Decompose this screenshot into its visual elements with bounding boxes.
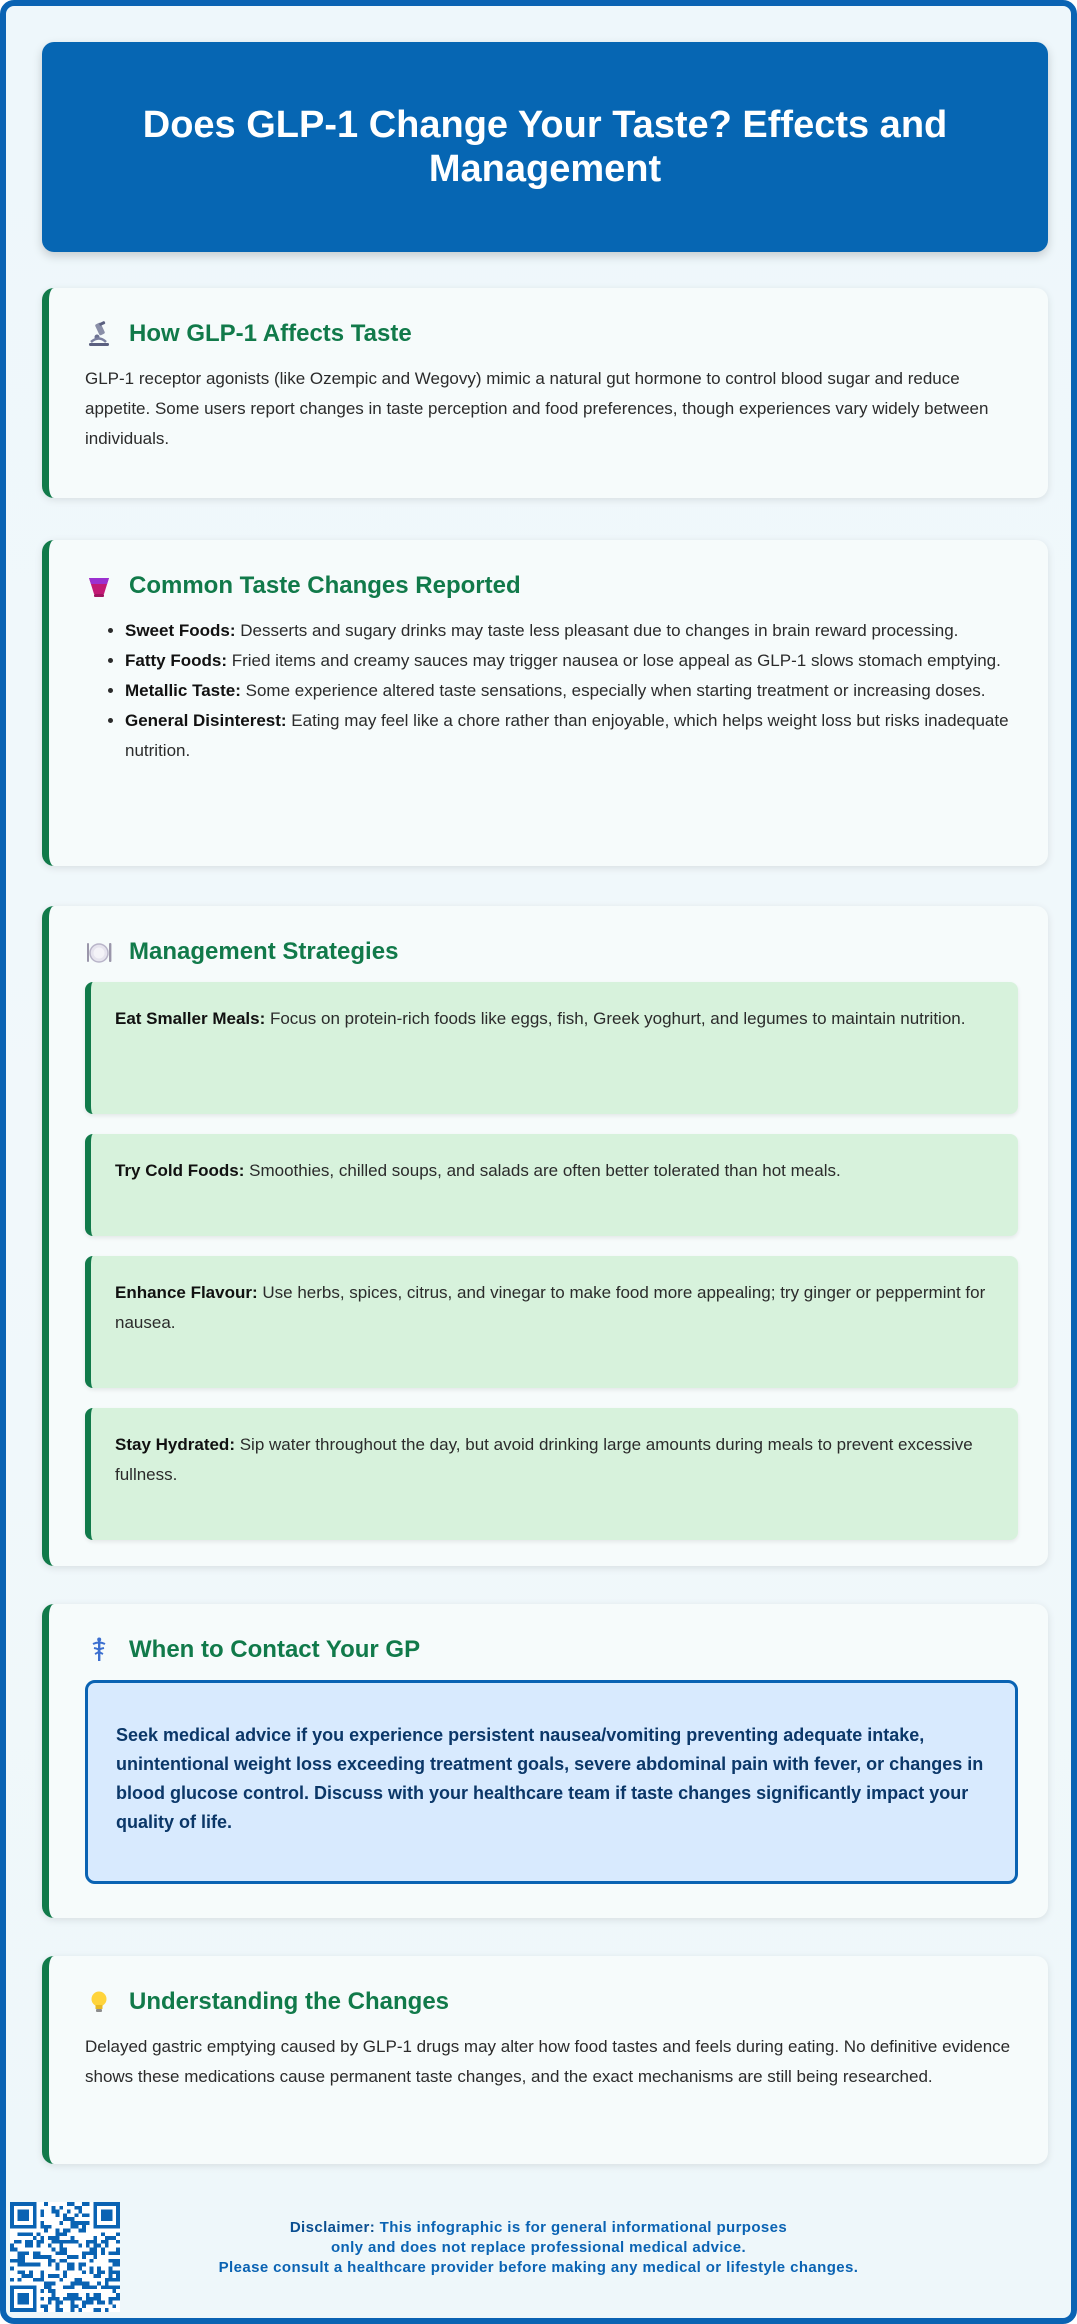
plate-cutlery-icon	[85, 938, 113, 966]
list-item-text: Fried items and creamy sauces may trigger nausea or lose appeal as GLP-1 slows stomach emptying.	[227, 651, 1001, 670]
strategy-text: Focus on protein-rich foods like eggs, fish, Greek yoghurt, and legumes to maintain nutrition.	[265, 1009, 966, 1028]
list-item	[125, 646, 1018, 676]
section-header	[85, 1632, 1018, 1668]
disclaimer-line	[140, 2218, 937, 2238]
disclaimer-text: This infographic is for general informational purposes	[375, 2219, 788, 2236]
medical-advice-alert: Seek medical advice if you experience persistent nausea/vomiting preventing adequate intake, unintentional weight loss exceeding treatment goals, severe abdominal pain with fever, or changes in blood glucose control. Discuss with your healthcare team if taste changes significantly impact your quality of life.	[85, 1680, 1018, 1884]
strategy-text: Use herbs, spices, citrus, and vinegar to make food more appealing; try ginger or peppermint for nausea.	[115, 1283, 986, 1332]
caduceus-icon	[85, 1636, 113, 1664]
section-body: GLP-1 receptor agonists (like Ozempic and Wegovy) mimic a natural gut hormone to control blood sugar and reduce appetite. Some users report changes in taste perception and food preferences, though experiences vary widely between individuals.	[85, 369, 989, 448]
microscope-icon	[85, 320, 113, 348]
list-item-text: Desserts and sugary drinks may taste less pleasant due to changes in brain reward processing.	[235, 621, 959, 640]
section-title: Understanding the Changes	[129, 1988, 450, 2015]
section-title: When to Contact Your GP	[129, 1636, 421, 1663]
list-item-label: General Disinterest:	[125, 711, 287, 730]
section-header	[85, 1984, 1018, 2020]
section-title: Management Strategies	[129, 938, 399, 965]
strategy-label: Try Cold Foods:	[115, 1161, 245, 1180]
strategy-card	[85, 1134, 1018, 1236]
section-header	[85, 568, 1018, 604]
strategy-text: Sip water throughout the day, but avoid drinking large amounts during meals to prevent excessive fullness.	[115, 1435, 973, 1484]
list-item	[125, 706, 1018, 766]
section-understanding-the-changes	[42, 1956, 1048, 2164]
disclaimer-label: Disclaimer:	[289, 2219, 376, 2236]
list-item-label: Fatty Foods:	[125, 651, 227, 670]
qr-code[interactable]	[10, 2202, 120, 2312]
section-title: Common Taste Changes Reported	[129, 572, 521, 599]
page-title: Does GLP-1 Change Your Taste? Effects and Management	[142, 104, 948, 190]
section-title: How GLP-1 Affects Taste	[129, 320, 412, 347]
list-item	[125, 676, 1018, 706]
strategy-text: Smoothies, chilled soups, and salads are often better tolerated than hot meals.	[244, 1161, 841, 1180]
cup-icon	[85, 572, 113, 600]
section-management-strategies	[42, 906, 1048, 1566]
disclaimer	[140, 2218, 937, 2278]
strategy-label: Stay Hydrated:	[115, 1435, 235, 1454]
section-when-to-contact-gp	[42, 1604, 1048, 1918]
strategy-label: Enhance Flavour:	[115, 1283, 258, 1302]
page-header	[42, 42, 1048, 252]
list-item-label: Sweet Foods:	[125, 621, 236, 640]
strategy-card	[85, 1256, 1018, 1388]
list-item-text: Some experience altered taste sensations, especially when starting treatment or increasing doses.	[240, 681, 986, 700]
section-header	[85, 934, 1018, 970]
taste-changes-list	[85, 616, 1018, 766]
section-body: Delayed gastric emptying caused by GLP-1 drugs may alter how food tastes and feels during eating. No definitive evidence shows these medications cause permanent taste changes, and the exact mechanisms are still being researched.	[85, 2037, 1011, 2086]
disclaimer-text: only and does not replace professional medical advice.	[330, 2239, 747, 2256]
strategy-label: Eat Smaller Meals:	[115, 1009, 266, 1028]
list-item-label: Metallic Taste:	[125, 681, 241, 700]
section-header	[85, 316, 1018, 352]
section-common-taste-changes	[42, 540, 1048, 866]
lightbulb-icon	[85, 1988, 113, 2016]
disclaimer-text: Please consult a healthcare provider before making any medical or lifestyle changes.	[218, 2259, 859, 2276]
list-item-text: Eating may feel like a chore rather than enjoyable, which helps weight loss but risks inadequate nutrition.	[125, 711, 1009, 760]
strategy-card	[85, 982, 1018, 1114]
section-how-glp1-affects-taste	[42, 288, 1048, 498]
list-item	[125, 616, 1018, 646]
strategy-card	[85, 1408, 1018, 1540]
